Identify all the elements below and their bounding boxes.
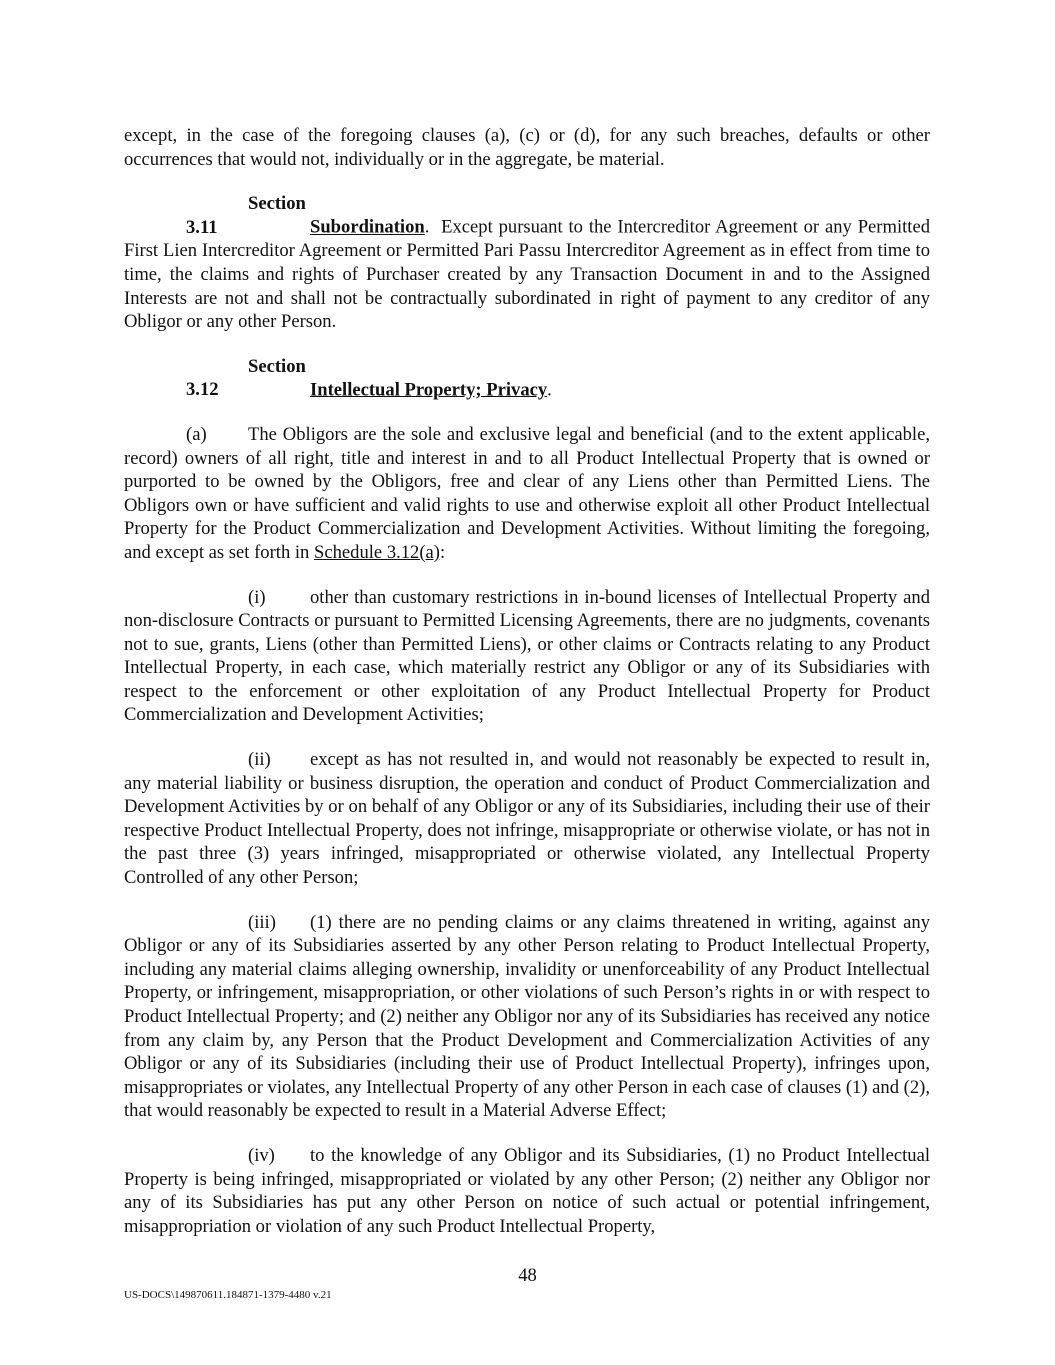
section-number: Section 3.12 bbox=[186, 355, 306, 401]
section-3-12-heading: Section 3.12 Intellectual Property; Privacy. bbox=[186, 355, 552, 401]
section-number: Section 3.11 bbox=[186, 193, 306, 238]
clause-label: (ii) bbox=[248, 749, 271, 771]
clause-label: (i) bbox=[248, 586, 266, 608]
clause-iii bbox=[124, 911, 930, 1123]
document-body bbox=[124, 124, 930, 1259]
section-title: Intellectual Property; Privacy bbox=[310, 379, 548, 401]
clause-text: other than customary restrictions in in-bound licenses of Intellectual Property and non-disclosure Contracts or pursuant to Permitted Licensing Agreements, there are no judgments, covenants not to sue, grants, Liens (other than Permitted Liens), or other claims or Contracts relating to any Product Intellectual Property, in each case, which materially restrict any Obligor or any of its Subsidiaries with respect to the enforcement or other exploitation of any Product Intellectual Property for Product Commercialization and Development Activities; bbox=[124, 586, 930, 726]
section-3-11: Section 3.11 Subordination. Except pursuant to the Intercreditor Agreement or any Permitted First Lien Intercreditor Agreement or Permitted Pari Passu Intercreditor Agreement as in effect from time to time, the claims and rights of Purchaser created by any Transaction Document in and to the Assigned Interests are not and shall not be contractually subordinated in right of payment to any creditor of any Obligor or any other Person. bbox=[124, 193, 930, 333]
clause-text: to the knowledge of any Obligor and its Subsidiaries, (1) no Product Intellectual Property is being infringed, misappropriated or violated by any other Person; (2) neither any Obligor nor any of its Subsidiaries has put any other Person on notice of such actual or potential infringement, misappropriation or violation of any such Product Intellectual Property, bbox=[124, 1144, 930, 1237]
clause-a: (a) The Obligors are the sole and exclusive legal and beneficial (and to the extent applicable, record) owners of all right, title and interest in and to all Product Intellectual Property that is owned or purported to be owned by the Obligors, free and clear of any Liens other than Permitted Liens. The Obligors own or have sufficient and valid rights to use and otherwise exploit all other Product Intellectual Property for the Product Commercialization and Development Activities. Without limiting the foregoing, and except as set forth in Schedule 3.12(a): bbox=[124, 423, 930, 563]
section-title: Subordination bbox=[310, 216, 425, 238]
clause-iv bbox=[124, 1144, 930, 1238]
paragraph-continuation bbox=[124, 124, 930, 171]
clause-label: (a) bbox=[186, 423, 207, 445]
section-text: Except pursuant to the Intercreditor Agreement or any Permitted First Lien Intercreditor Agreement or Permitted Pari Passu Intercreditor Agreement as in effect from time to time, the claims and rights of Purchaser created by any Transaction Document in and to the Assigned Interests are not and shall not be contractually subordinated in right of payment to any creditor of any Obligor or any other Person. bbox=[124, 216, 930, 333]
clause-text: The Obligors are the sole and exclusive legal and beneficial (and to the extent applicable, record) owners of all right, title and interest in and to all Product Intellectual Property that is owned or purported to be owned by the Obligors, free and clear of any Liens other than Permitted Liens. The Obligors own or have sufficient and valid rights to use and otherwise exploit all other Product Intellectual Property for the Product Commercialization and Development Activities. Without limiting the foregoing, and except as set forth in bbox=[124, 423, 930, 563]
schedule-reference: Schedule 3.12(a) bbox=[314, 541, 440, 563]
paragraph-text: except, in the case of the foregoing clauses (a), (c) or (d), for any such breaches, defaults or other occurrences that would not, individually or in the aggregate, be material. bbox=[124, 125, 930, 170]
clause-i bbox=[124, 586, 930, 728]
clause-text: except as has not resulted in, and would not reasonably be expected to result in, any material liability or business disruption, the operation and conduct of Product Commercialization and Development Activities by or on behalf of any Obligor or any of its Subsidiaries, including their use of their respective Product Intellectual Property, does not infringe, misappropriate or otherwise violate, or has not in the past three (3) years infringed, misappropriated or otherwise violated, any Intellectual Property Controlled of any other Person; bbox=[124, 749, 930, 889]
document-id: US-DOCS\149870611.184871-1379-4480 v.21 bbox=[124, 1289, 332, 1301]
clause-text: (1) there are no pending claims or any claims threatened in writing, against any Obligor or any of its Subsidiaries asserted by any other Person relating to Product Intellectual Property, including any material claims alleging ownership, invalidity or unenforceability of any Product Intellectual Property, or infringement, misappropriation, or other violations of such Person’s rights in or with respect to Product Intellectual Property; and (2) neither any Obligor nor any of its Subsidiaries has received any notice from any claim by, any Person that the Product Development and Commercialization Activities of any Obligor or any of its Subsidiaries (including their use of Product Intellectual Property), infringes upon, misappropriates or violates, any Intellectual Property of any other Person in each case of clauses (1) and (2), that would reasonably be expected to result in a Material Adverse Effect; bbox=[124, 911, 930, 1122]
clause-ii bbox=[124, 748, 930, 890]
clause-label: (iii) bbox=[248, 911, 276, 933]
page-number: 48 bbox=[518, 1265, 537, 1286]
clause-label: (iv) bbox=[248, 1144, 275, 1166]
